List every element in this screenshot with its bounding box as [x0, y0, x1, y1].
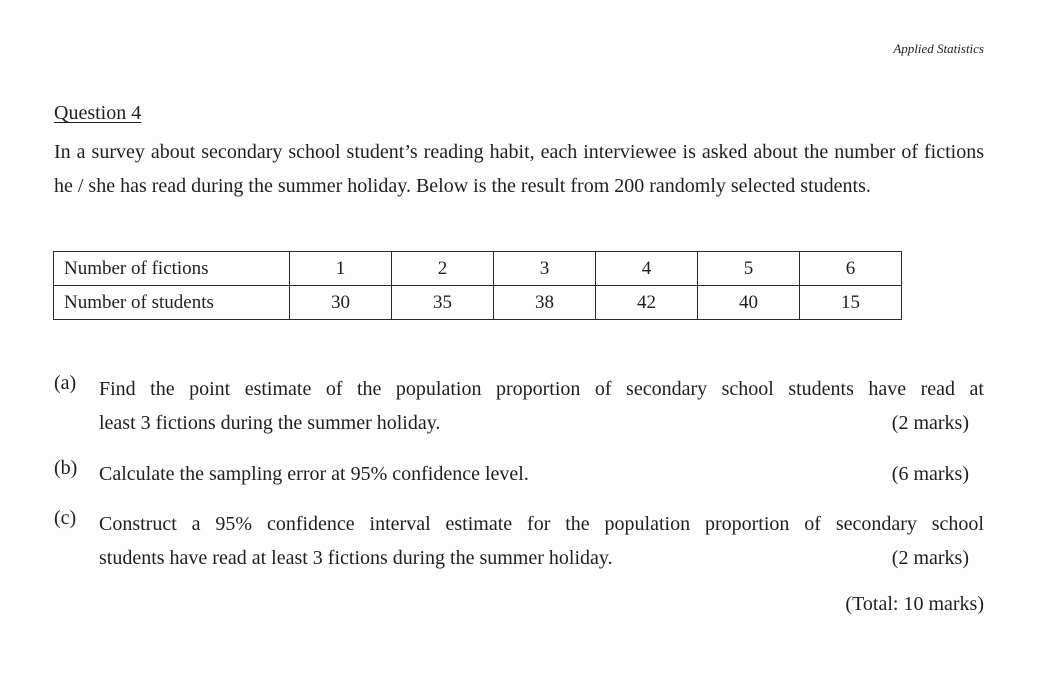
- part-b-label: (b): [54, 457, 78, 479]
- part-c: [54, 507, 984, 575]
- table-row-students: [54, 286, 902, 320]
- part-a-marks: (2 marks): [891, 412, 969, 434]
- frequency-table: [53, 251, 902, 320]
- table-cell: 6: [800, 252, 902, 286]
- part-a-label: (a): [54, 372, 77, 394]
- row-header-fictions: Number of fictions: [54, 252, 290, 286]
- part-b-line-wrap: [99, 457, 984, 491]
- table-cell: 3: [494, 252, 596, 286]
- table-cell: 4: [596, 252, 698, 286]
- question-intro: In a survey about secondary school student’s reading habit, each interviewee is asked about the number of fictions he / she has read during the summer holiday. Below is the result from 200 randomly selected students.: [54, 141, 984, 197]
- table-cell: 40: [698, 286, 800, 320]
- part-c-marks: (2 marks): [891, 547, 969, 569]
- part-b-marks: (6 marks): [891, 463, 969, 485]
- part-c-line-2: students have read at least 3 fictions during the summer holiday.: [99, 547, 613, 569]
- table-cell: 42: [596, 286, 698, 320]
- table-cell: 2: [392, 252, 494, 286]
- table-cell: 35: [392, 286, 494, 320]
- part-c-line-1: Construct a 95% confidence interval estimate for the population proportion of secondary school: [99, 513, 984, 535]
- running-header: Applied Statistics: [893, 41, 984, 56]
- part-c-line-2-wrap: [99, 541, 984, 575]
- total-marks: (Total: 10 marks): [845, 593, 984, 615]
- part-a-line-1: Find the point estimate of the population proportion of secondary school students have read at: [99, 378, 984, 400]
- part-b: [54, 457, 984, 491]
- part-a: [54, 372, 984, 440]
- row-header-students: Number of students: [54, 286, 290, 320]
- table-cell: 1: [290, 252, 392, 286]
- part-a-line-2: least 3 fictions during the summer holiday.: [99, 412, 441, 434]
- part-b-line-1: Calculate the sampling error at 95% confidence level.: [99, 463, 529, 485]
- part-a-line-2-wrap: [99, 406, 984, 440]
- table-cell: 30: [290, 286, 392, 320]
- table-cell: 15: [800, 286, 902, 320]
- part-c-label: (c): [54, 507, 77, 529]
- table-cell: 5: [698, 252, 800, 286]
- table-row-fictions: [54, 252, 902, 286]
- question-title: Question 4: [54, 102, 142, 124]
- table-cell: 38: [494, 286, 596, 320]
